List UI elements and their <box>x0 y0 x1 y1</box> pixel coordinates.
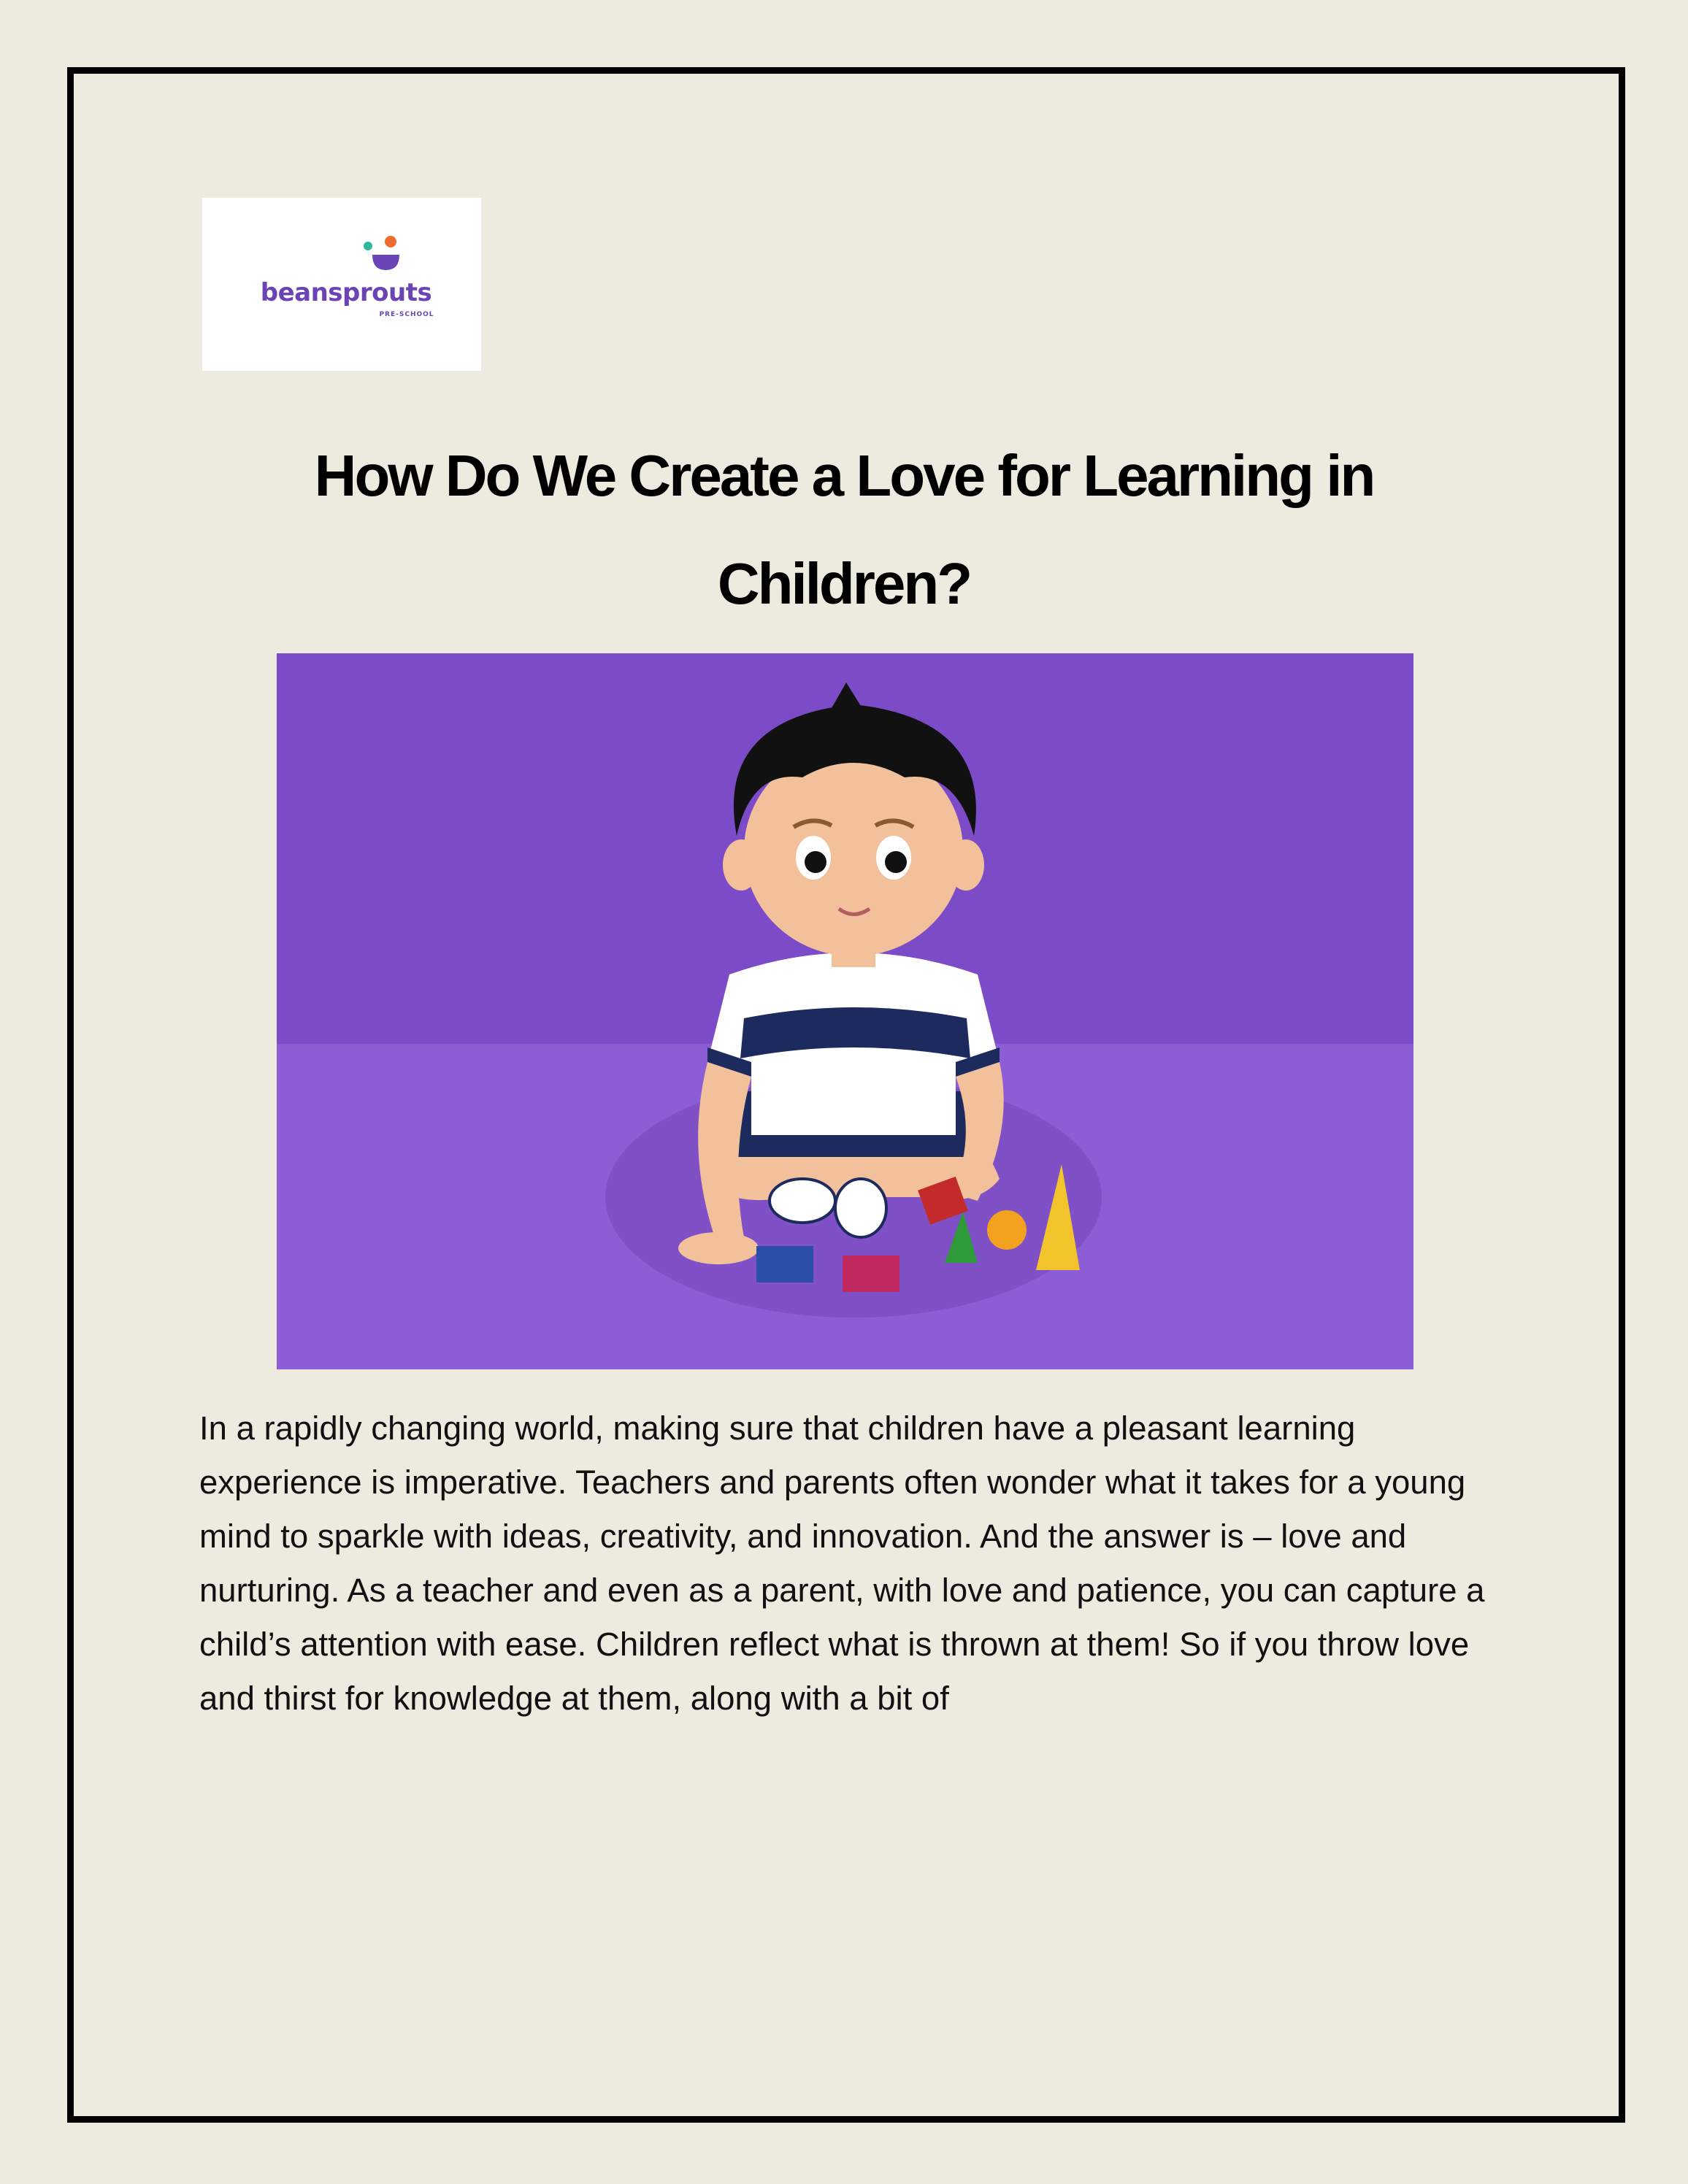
child-playing-illustration <box>277 653 1413 1369</box>
article-body: In a rapidly changing world, making sure that children have a pleasant learning experience is imperative. Teachers and parents often wonder what it takes for a young mind to sparkle with ideas, creativity, and innovation. And the answer is – love and nurturing. As a teacher and even as a parent, with love and patience, you can capture a child’s attention with ease. Children reflect what is thrown at them! So if you throw love and thirst for knowledge at them, along with a bit of <box>199 1410 1485 1717</box>
hero-illustration <box>277 653 1413 1369</box>
page-title: How Do We Create a Love for Learning in Children? <box>314 443 1374 616</box>
beansprouts-logo <box>202 198 481 371</box>
logo-brand-name: beansprouts <box>260 278 432 307</box>
logo-tagline: PRE-SCHOOL <box>379 311 434 318</box>
